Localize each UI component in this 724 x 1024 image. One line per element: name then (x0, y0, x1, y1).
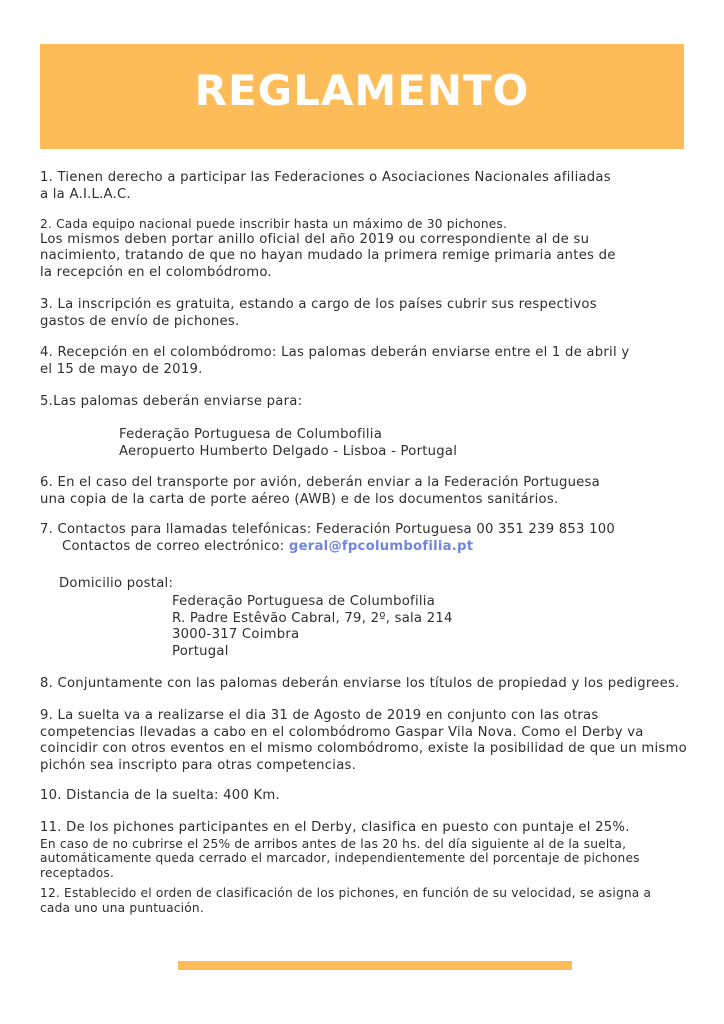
rule-3-line: 3. La inscripción es gratuita, estando a cargo de los países cubrir sus respectivos (40, 297, 597, 312)
rule-6-line: una copia de la carta de porte aéreo (AWB) e de los documentos sanitários. (40, 491, 559, 507)
rule-2-line: la recepción en el colombódromo. (40, 264, 272, 280)
rule-2 (40, 217, 616, 281)
address-line: Aeropuerto Humberto Delgado - Lisboa - Portugal (119, 443, 458, 459)
email-link[interactable]: geral@fpcolumbofilia.pt (288, 538, 474, 554)
rule-2-line: 2. Cada equipo nacional puede inscribir hasta un máximo de 30 pichones. (40, 217, 508, 231)
rule-11-line: automáticamente queda cerrado el marcador, independientemente del porcentaje de pichones (40, 851, 640, 865)
email-contact (40, 539, 615, 556)
rule-12-line: cada uno una puntuación. (40, 900, 204, 915)
email-label: Contactos de correo electrónico: (62, 538, 285, 554)
postal-line: Federação Portuguesa de Columbofilia (172, 594, 436, 609)
rule-11-line: 11. De los pichones participantes en el Derby, clasifica en puesto con puntaje el 25%. (40, 820, 630, 835)
rule-6 (40, 475, 600, 508)
rule-11-line: receptados. (40, 865, 115, 880)
rule-9 (40, 708, 687, 774)
rule-3 (40, 297, 597, 330)
rule-9-line: pichón sea inscripto para otras competencias. (40, 757, 357, 773)
postal-line: Portugal (172, 643, 229, 659)
phone-contact: 7. Contactos para llamadas telefónicas: Federación Portuguesa 00 351 239 853 100 (40, 522, 616, 537)
rule-1-line: a la A.I.L.A.C. (40, 186, 131, 202)
postal-line: 3000-317 Coimbra (172, 627, 300, 642)
rule-11 (40, 820, 640, 880)
rule-9-line: coincidir con otros eventos en el mismo colombódromo, existe la posibilidad de que un mismo (40, 741, 687, 756)
postal-address (172, 594, 453, 660)
rule-4 (40, 345, 629, 378)
footer-divider (178, 961, 572, 970)
title-banner (40, 44, 684, 149)
postal-line: R. Padre Estêvão Cabral, 79, 2º, sala 214 (172, 610, 453, 626)
address-line: Federação Portuguesa de Columbofilia (119, 427, 383, 442)
rule-10: 10. Distancia de la suelta: 400 Km. (40, 788, 280, 803)
rule-4-line: el 15 de mayo de 2019. (40, 361, 203, 377)
rule-7 (40, 522, 615, 555)
rule-8: 8. Conjuntamente con las palomas deberán enviarse los títulos de propiedad y los pedigrees. (40, 676, 680, 691)
rule-9-line: competencias llevadas a cabo en el colombódromo Gaspar Vila Nova. Como el Derby va (40, 724, 644, 740)
postal-label: Domicilio postal: (59, 576, 174, 591)
rule-12 (40, 886, 651, 915)
rule-6-line: 6. En el caso del transporte por avión, deberán enviar a la Federación Portuguesa (40, 475, 600, 490)
rule-1 (40, 170, 611, 203)
rule-12-line: 12. Establecido el orden de clasificación de los pichones, en función de su velocidad, se asigna a (40, 886, 652, 900)
rule-5-address (119, 427, 457, 460)
rule-11-line: En caso de no cubrirse el 25% de arribos antes de las 20 hs. del día siguiente al de la suelta, (40, 836, 627, 851)
rule-2-line: Los mismos deben portar anillo oficial del año 2019 ou correspondiente al de su (40, 231, 590, 247)
rule-3-line: gastos de envío de pichones. (40, 313, 240, 329)
page-title: REGLAMENTO (194, 66, 530, 115)
rule-2-line: nacimiento, tratando de que no hayan mudado la primera remige primaria antes de (40, 248, 616, 263)
rule-9-line: 9. La suelta va a realizarse el dia 31 de Agosto de 2019 en conjunto con las otras (40, 708, 599, 723)
rule-1-line: 1. Tienen derecho a participar las Federaciones o Asociaciones Nacionales afiliadas (40, 170, 611, 185)
rule-5: 5.Las palomas deberán enviarse para: (40, 394, 303, 409)
rule-4-line: 4. Recepción en el colombódromo: Las palomas deberán enviarse entre el 1 de abril y (40, 345, 630, 360)
